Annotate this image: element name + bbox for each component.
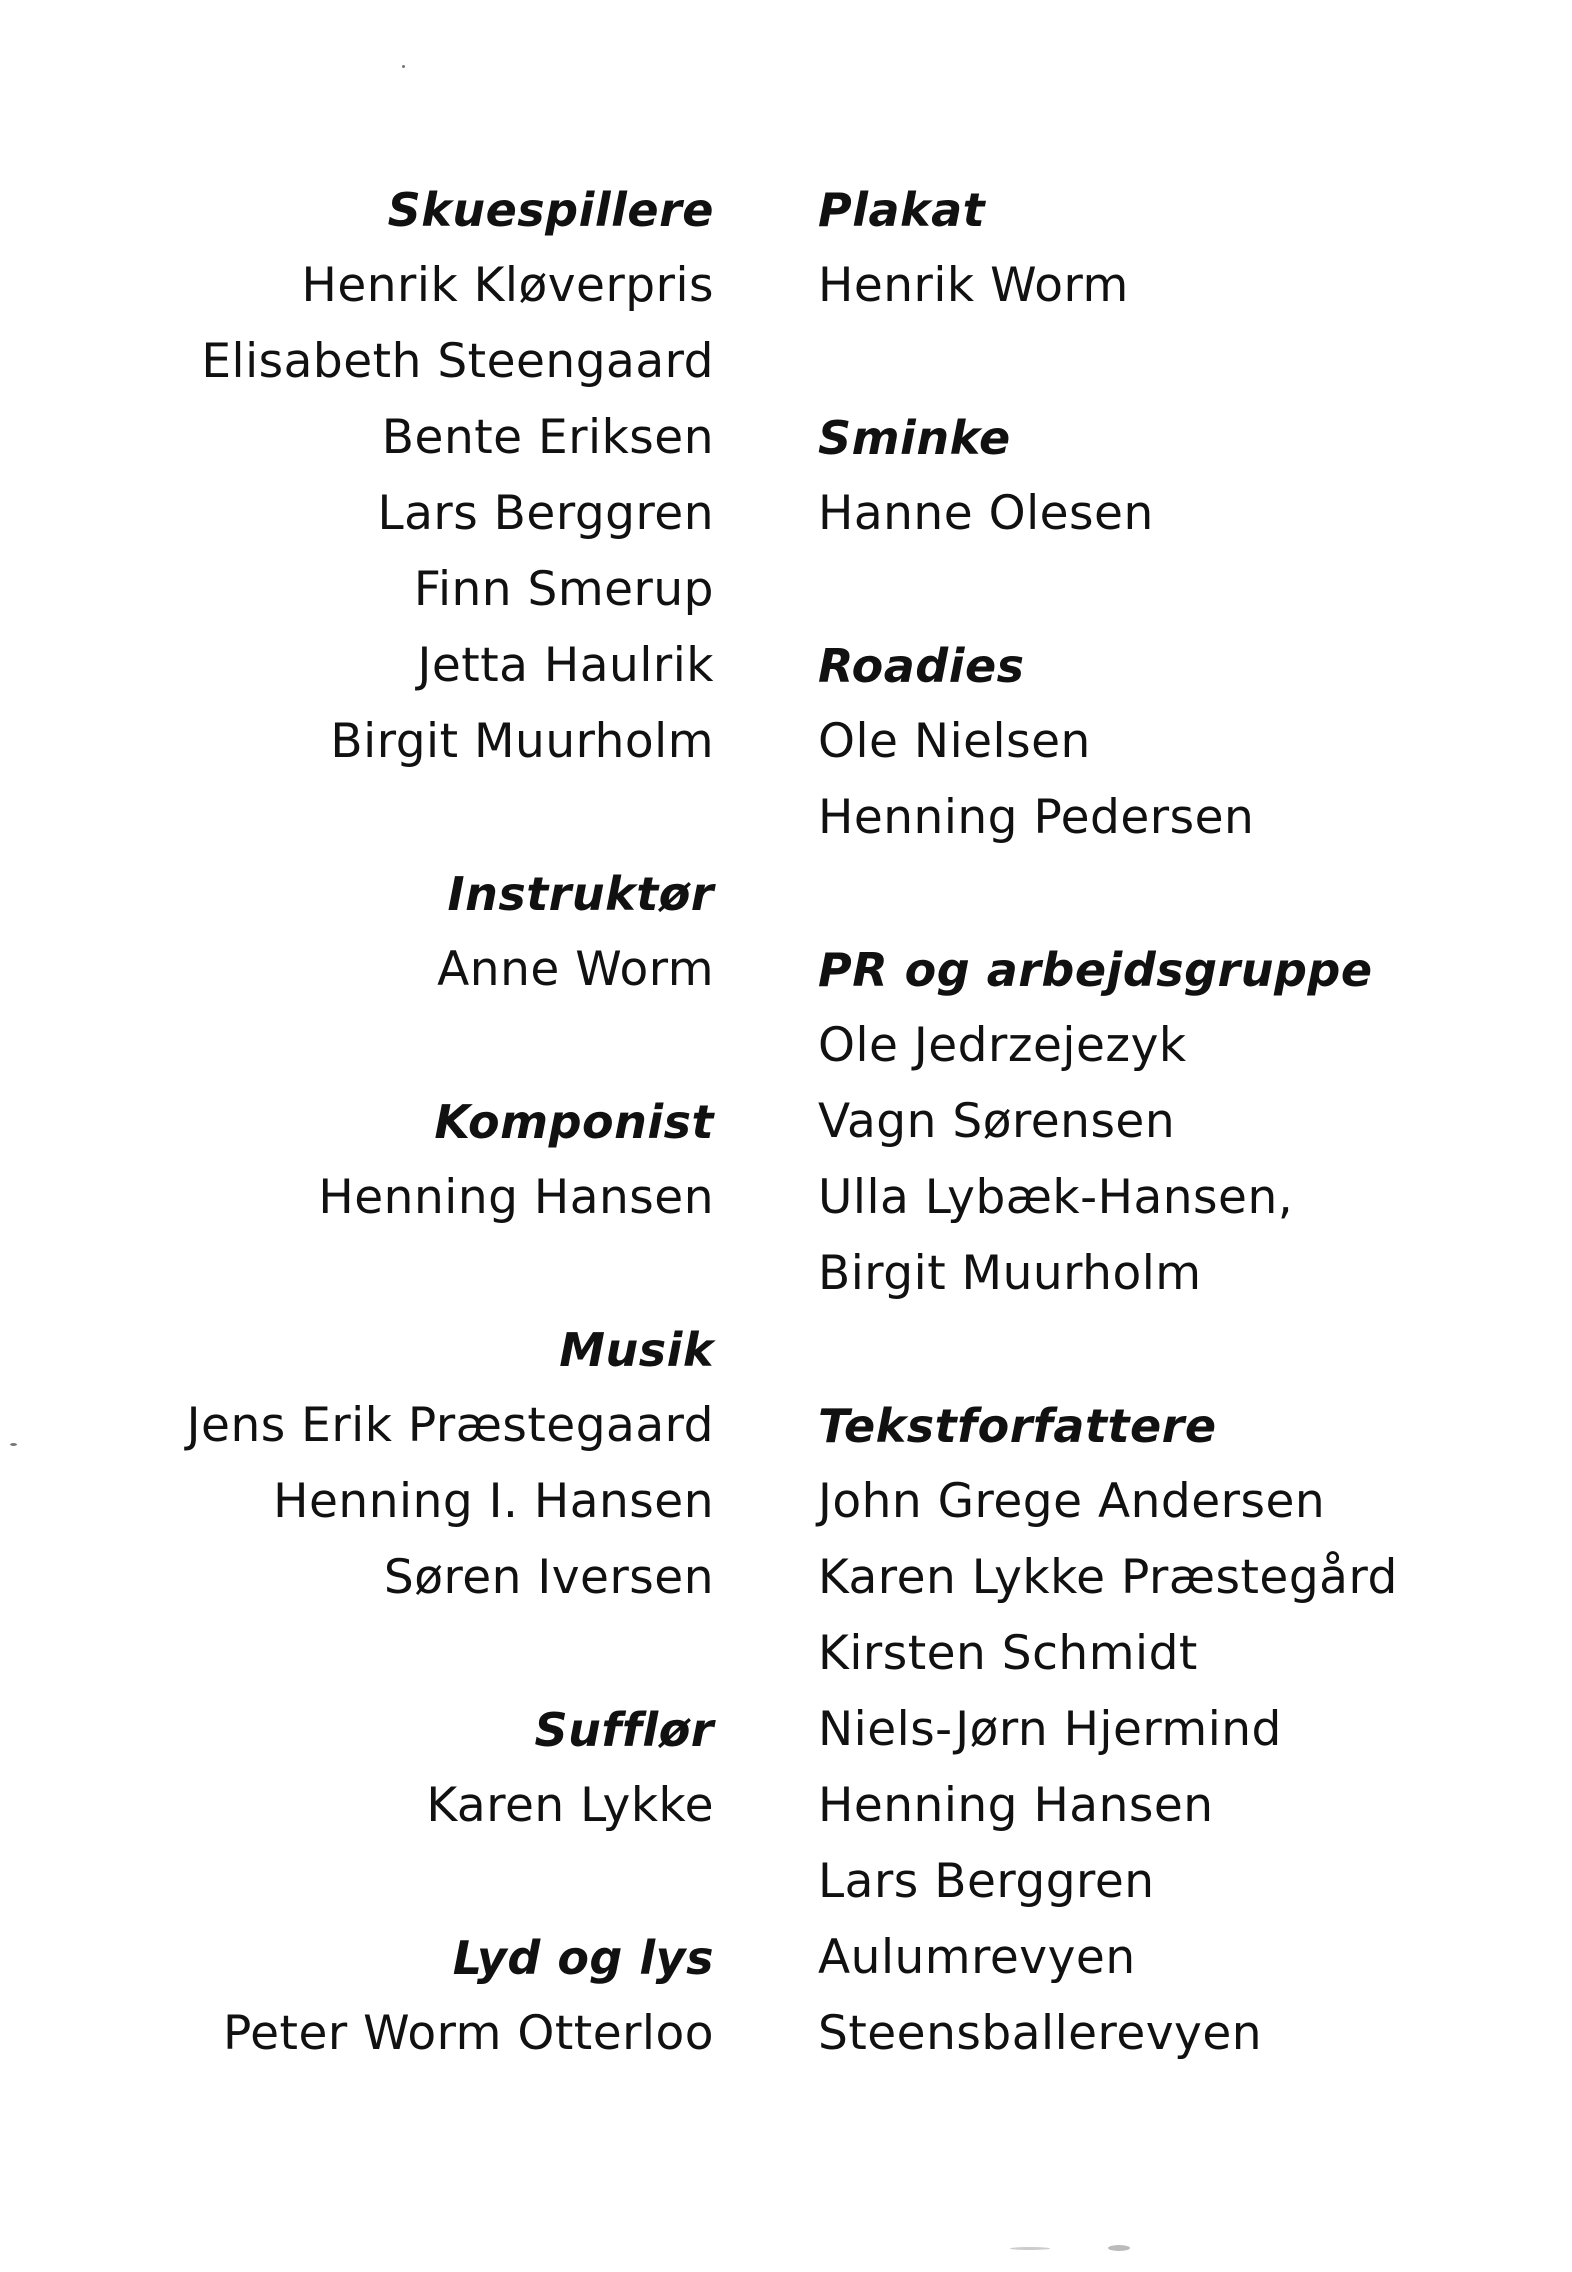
credits-section-roadies (818, 628, 1538, 856)
section-spacer (14, 1844, 714, 1920)
credit-name: Ole Nielsen (818, 714, 1091, 769)
scan-speck (1108, 2245, 1130, 2251)
credit-name: Henning Pedersen (818, 790, 1255, 845)
section-spacer (14, 1008, 714, 1084)
credit-name: Henrik Kløverpris (301, 258, 714, 313)
scan-speck (10, 1443, 17, 1446)
credit-name: Finn Smerup (413, 562, 714, 617)
credit-name: Anne Worm (437, 942, 714, 997)
credits-section-instruktor (14, 856, 714, 1008)
section-heading: Sufflør (534, 1703, 714, 1757)
section-heading: Roadies (818, 639, 1025, 693)
section-heading: Lyd og lys (452, 1931, 714, 1985)
credit-name: Lars Berggren (377, 486, 714, 541)
section-heading: Komponist (434, 1095, 714, 1149)
credit-name: Henning Hansen (818, 1778, 1214, 1833)
credit-name: Aulumrevyen (818, 1930, 1136, 1985)
credit-name: Karen Lykke Præstegård (818, 1550, 1398, 1605)
credit-name: Elisabeth Steengaard (201, 334, 714, 389)
credit-name: Ulla Lybæk-Hansen, (818, 1170, 1294, 1225)
section-spacer (14, 1616, 714, 1692)
credits-section-sufflor (14, 1692, 714, 1844)
scan-speck (1010, 2247, 1050, 2250)
credit-name: Birgit Muurholm (330, 714, 714, 769)
left-credits-column (14, 172, 714, 2072)
section-spacer (14, 1236, 714, 1312)
section-heading: Instruktør (447, 867, 714, 921)
section-heading: PR og arbejdsgruppe (818, 943, 1373, 997)
credit-name: Birgit Muurholm (818, 1246, 1202, 1301)
credits-section-lyd-og-lys (14, 1920, 714, 2072)
credits-section-musik (14, 1312, 714, 1616)
credit-name: Vagn Sørensen (818, 1094, 1176, 1149)
credits-section-pr-og-arbejdsgruppe (818, 932, 1538, 1312)
section-spacer (818, 1312, 1538, 1388)
section-spacer (818, 856, 1538, 932)
scan-speck (402, 65, 405, 68)
credits-section-komponist (14, 1084, 714, 1236)
credits-section-plakat (818, 172, 1538, 324)
credit-name: Steensballerevyen (818, 2006, 1263, 2061)
right-credits-column (818, 172, 1538, 2072)
section-heading: Tekstforfattere (818, 1399, 1217, 1453)
credit-name: Peter Worm Otterloo (222, 2006, 714, 2061)
section-heading: Musik (559, 1323, 714, 1377)
credit-name: Ole Jedrzejezyk (818, 1018, 1187, 1073)
credit-name: Hanne Olesen (818, 486, 1154, 541)
credit-name: Jens Erik Præstegaard (186, 1398, 714, 1453)
section-spacer (14, 780, 714, 856)
credits-section-skuespillere (14, 172, 714, 780)
credit-name: Henning I. Hansen (273, 1474, 714, 1529)
credit-name: Niels-Jørn Hjermind (818, 1702, 1282, 1757)
credit-name: John Grege Andersen (818, 1474, 1326, 1529)
section-spacer (818, 552, 1538, 628)
section-heading: Sminke (818, 411, 1011, 465)
credit-name: Kirsten Schmidt (818, 1626, 1198, 1681)
credits-section-tekstforfattere (818, 1388, 1538, 2072)
section-spacer (818, 324, 1538, 400)
credit-name: Jetta Haulrik (417, 638, 714, 693)
credit-name: Henning Hansen (318, 1170, 714, 1225)
credit-name: Karen Lykke (426, 1778, 714, 1833)
credit-name: Bente Eriksen (381, 410, 714, 465)
credit-name: Henrik Worm (818, 258, 1129, 313)
section-heading: Skuespillere (387, 183, 714, 237)
section-heading: Plakat (818, 183, 986, 237)
credit-name: Lars Berggren (818, 1854, 1155, 1909)
credits-section-sminke (818, 400, 1538, 552)
credit-name: Søren Iversen (383, 1550, 714, 1605)
